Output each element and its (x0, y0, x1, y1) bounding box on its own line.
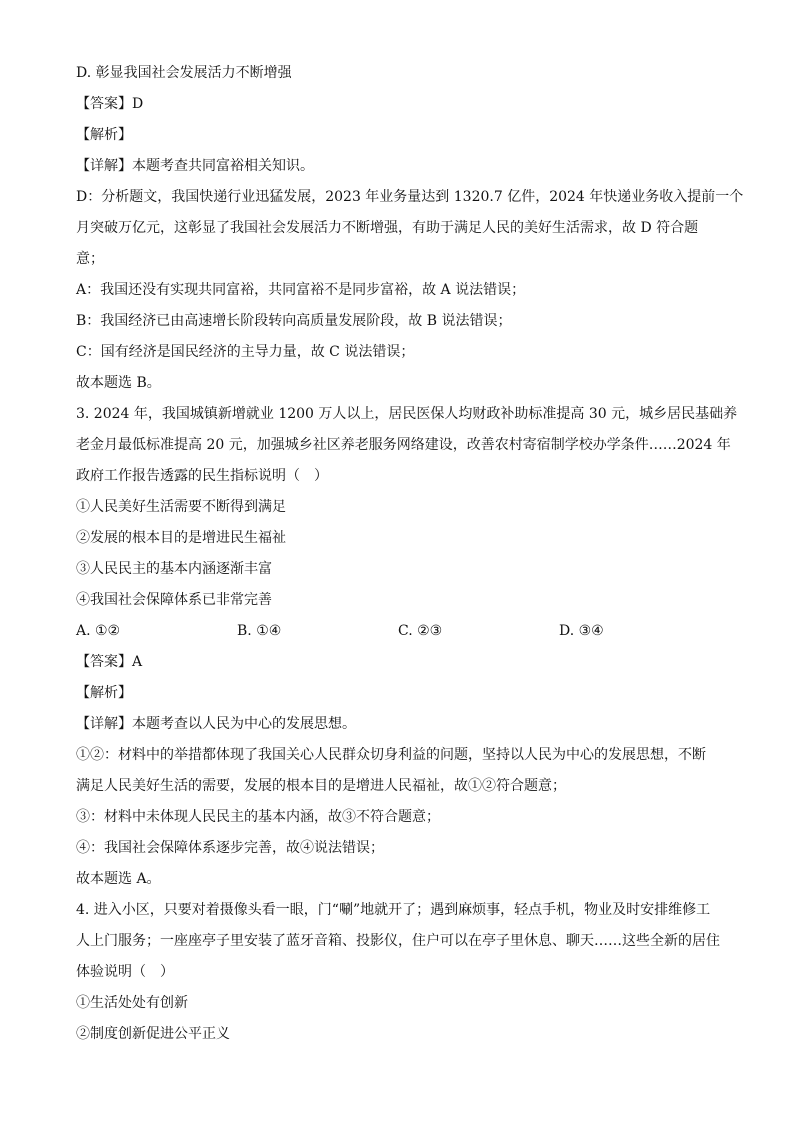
text-block-question-3-and-4 (76, 647, 718, 1050)
text-line-q2-final: 故本题选 B。 (76, 375, 161, 391)
text-line-q2-d3: 意； (76, 251, 104, 267)
text-line-q3-i1: ①人民美好生活需要不断得到满足 (76, 499, 286, 515)
text-line-q3-detail: 【详解】本题考查以人民为中心的发展思想。 (76, 716, 356, 732)
text-block-question-2-and-3 (76, 58, 744, 616)
q3-options-row (76, 616, 718, 647)
text-line-q3-answer: 【答案】A (76, 654, 143, 670)
text-line-q2-c: C：国有经济是国民经济的主导力量，故 C 说法错误； (76, 344, 415, 360)
text-line-q4-i1: ①生活处处有创新 (76, 995, 188, 1011)
text-line-q2-detail: 【详解】本题考查共同富裕相关知识。 (76, 158, 314, 174)
text-line-q3-e4: ④：我国社会保障体系逐步完善，故④说法错误； (76, 840, 384, 856)
text-line-q2-answer: 【答案】D (76, 96, 144, 112)
text-line-q3-final: 故本题选 A。 (76, 871, 161, 887)
text-line-q3-analysis: 【解析】 (76, 685, 132, 701)
text-line-q3-i4: ④我国社会保障体系已非常完善 (76, 592, 272, 608)
q3-option-b: B. ①④ (237, 623, 282, 639)
text-line-q4-s2: 人上门服务；一座座亭子里安装了蓝牙音箱、投影仪，住户可以在亭子里休息、聊天……这些全新的居住 (76, 933, 720, 949)
text-line-q3-e2: 满足人民美好生活的需要，发展的根本目的是增进人民福祉，故①②符合题意； (76, 778, 566, 794)
text-line-q2-analysis: 【解析】 (76, 127, 132, 143)
q3-option-a: A. ①② (76, 623, 121, 639)
text-line-q2-d1: D：分析题文，我国快递行业迅猛发展，2023 年业务量达到 1320.7 亿件，2024 年快递业务收入提前一个 (76, 189, 744, 205)
q3-option-c: C. ②③ (398, 623, 443, 639)
text-line-q3-s3: 政府工作报告透露的民生指标说明（ ） (76, 468, 328, 484)
text-line-q4-s3: 体验说明（ ） (76, 964, 174, 980)
text-line-q2-optD: D. 彰显我国社会发展活力不断增强 (76, 65, 292, 81)
text-line-q2-d2: 月突破万亿元，这彰显了我国社会发展活力不断增强，有助于满足人民的美好生活需求，故 D 符合题 (76, 220, 699, 236)
q3-option-d: D. ③④ (559, 623, 604, 639)
text-line-q4-s1: 4. 进入小区，只要对着摄像头看一眼，门“唰”地就开了；遇到麻烦事，轻点手机，物业及时安排维修工 (76, 902, 711, 918)
text-line-q4-i2: ②制度创新促进公平正义 (76, 1026, 230, 1042)
text-line-q3-i2: ②发展的根本目的是增进民生福祉 (76, 530, 286, 546)
document-page (76, 58, 744, 1050)
text-line-q3-e1: ①②：材料中的举措都体现了我国关心人民群众切身利益的问题，坚持以人民为中心的发展思想，不断 (76, 747, 706, 763)
text-line-q3-s2: 老金月最低标准提高 20 元，加强城乡社区养老服务网络建设，改善农村寄宿制学校办学条件……2024 年 (76, 437, 731, 453)
text-line-q3-s1: 3. 2024 年，我国城镇新增就业 1200 万人以上，居民医保人均财政补助标准提高 30 元，城乡居民基础养 (76, 406, 738, 422)
text-line-q2-b: B：我国经济已由高速增长阶段转向高质量发展阶段，故 B 说法错误； (76, 313, 512, 329)
text-line-q3-i3: ③人民民主的基本内涵逐渐丰富 (76, 561, 272, 577)
text-line-q2-a: A：我国还没有实现共同富裕，共同富裕不是同步富裕，故 A 说法错误； (76, 282, 526, 298)
text-line-q3-e3: ③：材料中未体现人民民主的基本内涵，故③不符合题意； (76, 809, 440, 825)
